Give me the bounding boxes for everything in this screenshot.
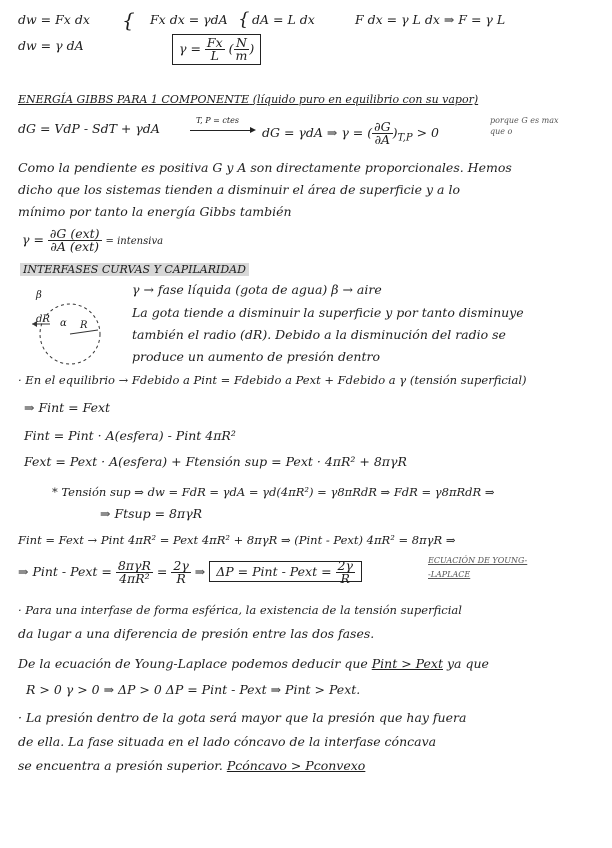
force-area-eq: Fx dx = γdA: [150, 12, 228, 27]
partial-sub: T,P: [397, 132, 413, 144]
pressure-frac-2-num: 2γ: [173, 558, 189, 573]
gamma-box: [172, 34, 261, 65]
drop-diagram: [26, 300, 116, 370]
gamma-box-den: L: [210, 48, 219, 63]
young-laplace-lhs: ΔP = Pint - Pext =: [216, 564, 332, 579]
area-length-eq: dA = L dx: [252, 12, 315, 27]
gibbs-eq-2-lhs: dG = γdA ⇒ γ =: [262, 125, 364, 140]
gamma-definition: [22, 228, 163, 253]
brace-symbol: {: [122, 8, 135, 32]
partial-den: ∂A: [374, 132, 391, 147]
force-tension-eq: F dx = γ L dx ⇒ F = γ L: [355, 12, 506, 27]
gamma-box-units: [234, 37, 250, 62]
young-laplace-num: 2γ: [337, 558, 353, 573]
conclusion-7: [18, 758, 365, 774]
pressure-frac-1-den: 4πR²: [119, 571, 150, 586]
young-laplace-box: [209, 558, 362, 586]
gibbs-para-2: dicho que los sistemas tienden a disminuir el área de superficie y a lo: [18, 182, 460, 197]
gibbs-eq-1: dG = VdP - SdT + γdA: [18, 121, 160, 136]
interfaces-title: [20, 262, 249, 278]
gamma-def-den: ∂A (ext): [50, 239, 100, 254]
young-laplace-den: R: [340, 571, 350, 586]
gamma-def-lhs: γ =: [22, 232, 44, 247]
pressure-diff-lhs: ⇒ Pint - Pext =: [18, 564, 112, 579]
ftsup-line: ⇒ Ftsup = 8πγR: [100, 506, 203, 521]
gibbs-title: [18, 92, 478, 108]
pressure-diff-line: [18, 560, 362, 585]
gamma-def-frac: [48, 228, 102, 253]
gamma-box-paren-open: (: [228, 41, 234, 56]
fint-line: Fint = Pint · A(esfera) - Pint 4πR²: [24, 428, 236, 443]
balance-line: Fint = Fext → Pint 4πR² = Pext 4πR² + 8πγR ⇒ (Pint - Pext) 4πR² = 8πγR ⇒: [18, 533, 456, 547]
gibbs-para-1: Como la pendiente es positiva G y A son directamente proporcionales. Hemos: [18, 160, 512, 175]
radius-label: R: [80, 320, 88, 331]
conclusion-2: da lugar a una diferencia de presión entre las dos fases.: [18, 626, 375, 641]
interfaces-desc-3: produce un aumento de presión dentro: [132, 349, 381, 364]
conclusion-3-c: ya que: [446, 656, 489, 671]
conclusion-4: R > 0 γ > 0 ⇒ ΔP > 0 ΔP = Pint - Pext ⇒ Pint > Pext.: [26, 682, 361, 697]
gamma-box-num: Fx: [206, 35, 223, 50]
side-note-1: porque G es max: [490, 116, 559, 125]
conclusion-3: [18, 656, 489, 672]
pressure-eq-2: =: [156, 564, 168, 579]
dr-label: dR: [36, 314, 50, 325]
gibbs-eq-2: [262, 121, 439, 147]
gamma-box-units-den: m: [235, 48, 248, 63]
conclusion-5: · La presión dentro de la gota será mayor que la presión que hay fuera: [18, 710, 467, 725]
conclusion-6: de ella. La fase situada en el lado cóncavo de la interfase cóncava: [18, 734, 437, 749]
tension-derivation: * Tensión sup ⇒ dw = FdR = γdA = γd(4πR²) = γ8πRdR ⇒ FdR = γ8πRdR ⇒: [52, 485, 495, 499]
gamma-def-rhs: = intensiva: [105, 236, 164, 247]
gibbs-title-text: ENERGÍA GIBBS PARA 1 COMPONENTE: [18, 93, 250, 106]
side-note-2: que o: [490, 127, 513, 136]
conclusion-7-a: se encuentra a presión superior.: [18, 758, 223, 773]
work-eq-2: dw = γ dA: [18, 38, 84, 53]
arrow-label: T, P = ctes: [196, 116, 239, 125]
gibbs-title-note: (líquido puro en equilibrio con su vapor): [252, 93, 479, 106]
alpha-label: α: [60, 318, 67, 329]
brace-symbol-2: {: [238, 9, 250, 30]
paren-open: (: [367, 125, 373, 140]
paren-close: ): [392, 125, 398, 140]
gamma-box-lhs: γ =: [179, 41, 201, 56]
fint-fext-line: ⇒ Fint = Fext: [24, 400, 111, 415]
beta-label: β: [36, 290, 42, 301]
young-laplace-frac: [336, 560, 355, 585]
work-eq-1: dw = Fx dx: [18, 12, 90, 27]
conclusion-3-b: Pint > Pext: [371, 656, 443, 671]
gamma-def-num: ∂G (ext): [49, 226, 100, 241]
partial-derivative: [372, 121, 392, 146]
partial-num: ∂G: [374, 119, 391, 134]
gamma-box-paren-close: ): [249, 41, 255, 56]
conclusion-7-b: Pcóncavo > Pconvexo: [226, 758, 366, 773]
interfaces-title-text: INTERFASES CURVAS Y CAPILARIDAD: [20, 263, 249, 276]
greater-zero: > 0: [416, 125, 439, 140]
equilibrium-line: · En el equilibrio → Fdebido a Pint = Fdebido a Pext + Fdebido a γ (tensión superficial): [18, 373, 527, 387]
interfaces-desc-1: La gota tiende a disminuir la superficie y por tanto disminuye: [132, 305, 524, 320]
gibbs-para-3: mínimo por tanto la energía Gibbs también: [18, 204, 292, 219]
pressure-frac-2-den: R: [176, 571, 186, 586]
pressure-frac-1: [116, 560, 153, 585]
young-laplace-title-1: ECUACIÓN DE YOUNG-: [428, 556, 528, 565]
implies-arrow: ⇒: [194, 564, 206, 579]
interfaces-desc-2: también el radio (dR). Debido a la disminución del radio se: [132, 327, 506, 342]
pressure-frac-2: [171, 560, 190, 585]
young-laplace-title-2: -LAPLACE: [428, 570, 471, 579]
right-arrow-icon: [190, 130, 254, 131]
gamma-box-units-num: N: [234, 37, 250, 50]
pressure-frac-1-num: 8πγR: [117, 558, 151, 573]
phase-legend: γ → fase líquida (gota de agua) β → aire: [132, 282, 382, 297]
conclusion-3-a: De la ecuación de Young-Laplace podemos deducir que: [18, 656, 368, 671]
conclusion-1: · Para una interfase de forma esférica, la existencia de la tensión superficial: [18, 603, 462, 617]
gamma-box-frac: [205, 37, 225, 62]
fext-line: Fext = Pext · A(esfera) + Ftensión sup = Pext · 4πR² + 8πγR: [24, 454, 407, 469]
